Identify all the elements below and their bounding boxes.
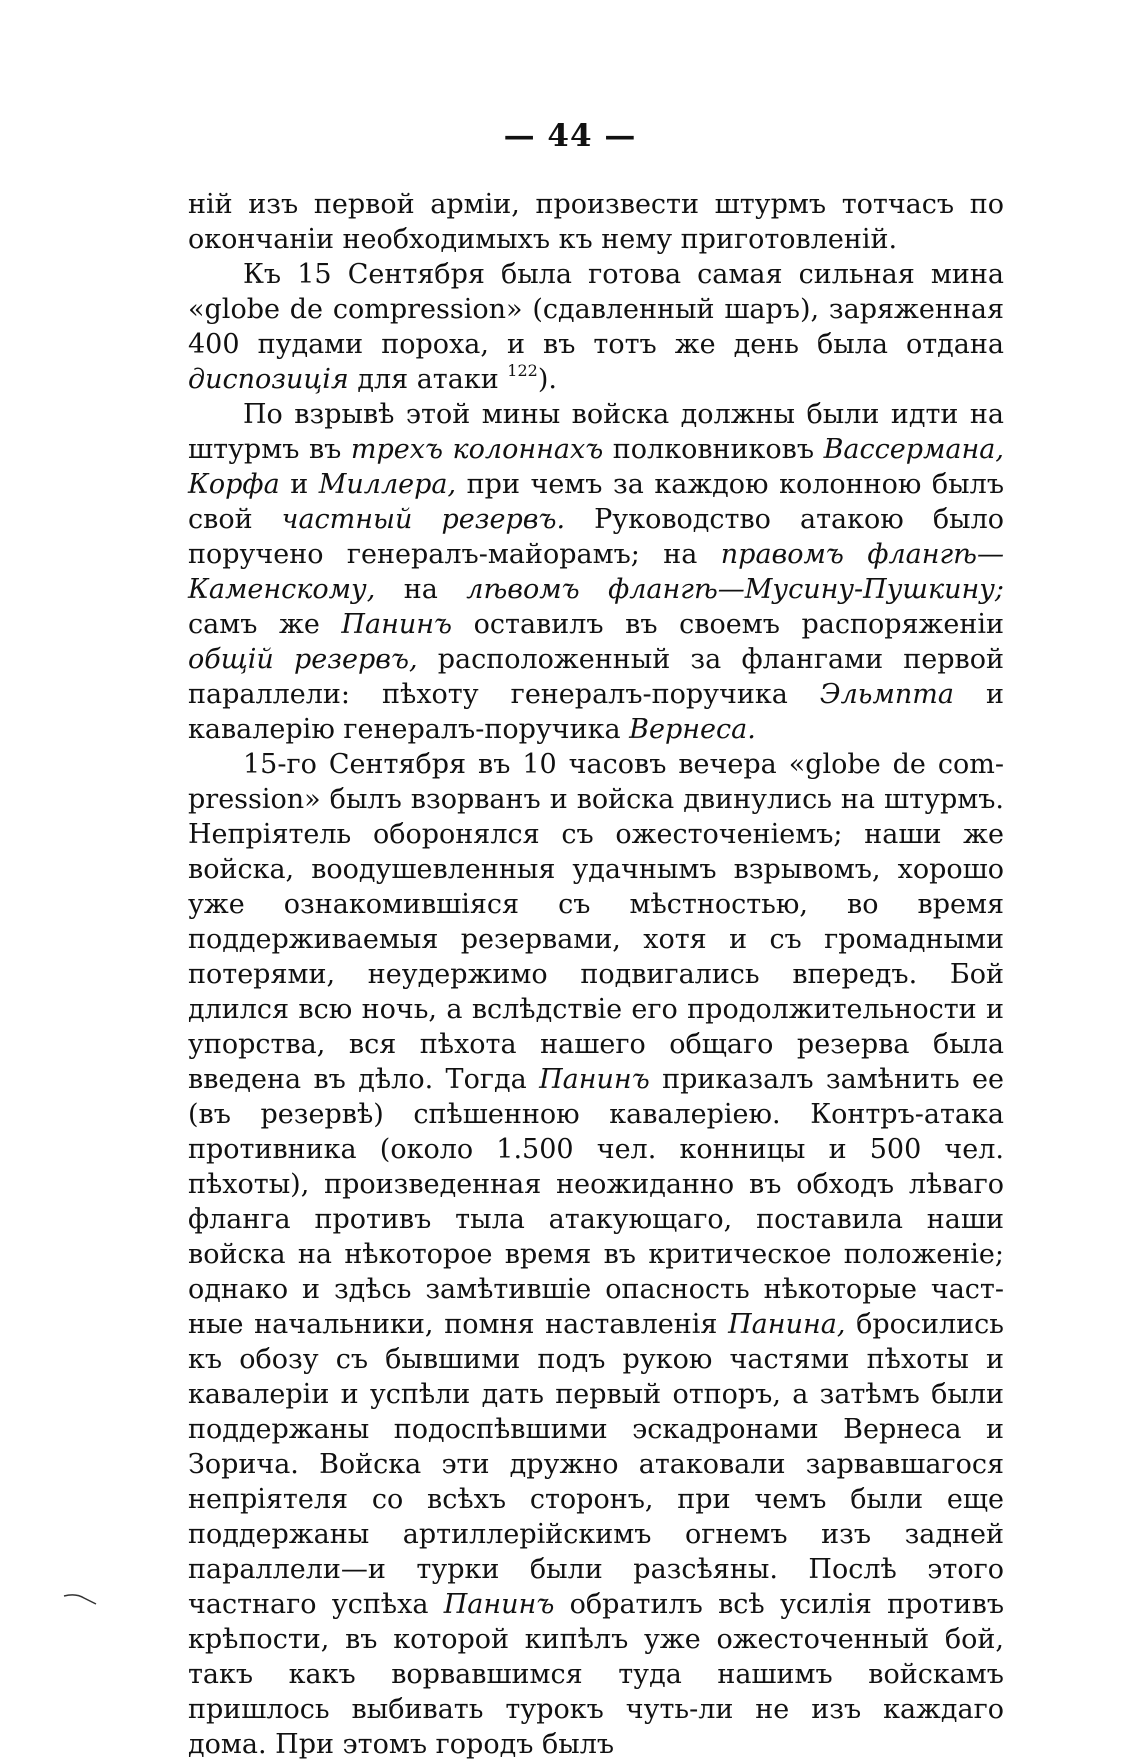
italic-text: правомъ флангѣ—Каменскому, bbox=[188, 539, 1004, 605]
italic-text: Панина, bbox=[728, 1309, 846, 1340]
text-run: самъ же bbox=[188, 609, 342, 640]
italic-text: Панинъ bbox=[539, 1064, 650, 1095]
text-run: расположенный за флангами первой параллели: пѣхоту генералъ-поручика bbox=[188, 644, 1004, 710]
text-run: для атаки bbox=[348, 364, 508, 395]
text-run: и bbox=[279, 469, 319, 500]
italic-text: Эльмпта bbox=[819, 679, 954, 710]
italic-text: Вассермана, Корфа bbox=[188, 434, 1004, 500]
text-run: приказалъ замѣнить ее (въ резервѣ) спѣшенною кавалеріею. Контръ-атака противника (около 1.500 чел. конницы и 500 чел. пѣхоты), произведенная неожиданно въ обходъ лѣваго фланга противъ тыла атакующаго, поставила наши войска на нѣкоторое время въ критическое положеніе; однако и здѣсь замѣтившіе опасность нѣкоторые частные начальники, помня наставленія bbox=[188, 1064, 1005, 1340]
paragraph bbox=[188, 187, 1004, 257]
paragraph bbox=[188, 747, 1004, 1762]
text-run: Къ 15 Сентября была готова самая сильная мина «globe de compression» (сдавленный шаръ), заряженная 400 пудами пороха, и въ тотъ же день была отдана bbox=[188, 259, 1004, 360]
italic-text: общій резервъ, bbox=[188, 644, 418, 675]
italic-text: Панинъ bbox=[443, 1589, 555, 1620]
page-body-text bbox=[188, 187, 1004, 1762]
paragraph bbox=[188, 257, 1004, 397]
page-number: — 44 — bbox=[503, 118, 637, 154]
footnote-reference: 122 bbox=[507, 361, 538, 380]
italic-text: трехъ колоннахъ bbox=[350, 434, 604, 465]
text-run: полковниковъ bbox=[603, 434, 824, 465]
text-run: и кавалерію генералъ-поручика bbox=[188, 679, 1004, 745]
text-run: Руководство атакою было поручено генералъ-майорамъ; на bbox=[188, 504, 1004, 570]
text-run: при чемъ за каждою колонною былъ свой bbox=[188, 469, 1004, 535]
text-run: бросились къ обозу съ бывшими подъ рукою частями пѣхоты и кавалеріи и успѣли дать первый отпоръ, а затѣмъ были поддержаны подоспѣвшими эскадронами Вернеса и Зорича. Войска эти дружно атаковали зарвавшагося непріятеля со всѣхъ сторонъ, при чемъ были еще поддержаны артиллерійскимъ огнемъ изъ задней параллели—и турки были разсѣяны. Послѣ этого частнаго успѣха bbox=[188, 1309, 1005, 1620]
italic-text: Вернеса. bbox=[629, 714, 756, 745]
margin-mark bbox=[62, 1590, 102, 1606]
text-run: оставилъ въ своемъ распоряженіи bbox=[452, 609, 1004, 640]
text-run: на bbox=[375, 574, 467, 605]
italic-text: частный резервъ. bbox=[281, 504, 566, 535]
text-run: По взрывѣ этой мины войска должны были идти на штурмъ въ bbox=[188, 399, 1004, 465]
italic-text: Панинъ bbox=[341, 609, 453, 640]
paragraph bbox=[188, 397, 1004, 747]
italic-text: Миллера, bbox=[318, 469, 457, 500]
italic-text: диспозиція bbox=[188, 364, 349, 395]
text-run: ). bbox=[537, 364, 557, 395]
text-run: обратилъ всѣ усилія противъ крѣпости, въ которой кипѣлъ уже ожесточенный бой, такъ какъ ворвавшимся туда нашимъ войскамъ пришлось выбивать турокъ чуть-ли не изъ каждаго дома. При этомъ городъ былъ bbox=[188, 1589, 1004, 1760]
text-run: 15-го Сентября въ 10 часовъ вечера «globe de compression» былъ взорванъ и войска двинулись на штурмъ. Непріятель оборонялся съ ожесточеніемъ; наши же войска, воодушевленныя удачнымъ взрывомъ, хорошо уже ознакомившіяся съ мѣстностью, во время поддерживаемыя резервами, хотя и съ громадными потерями, неудержимо подвигались впередъ. Бой длился всю ночь, а вслѣдствіе его продолжительности и упорства, вся пѣхота нашего общаго резерва была введена въ дѣло. Тогда bbox=[188, 749, 1004, 1095]
text-run: ній изъ первой арміи, произвести штурмъ тотчасъ по окончаніи необходимыхъ къ нему приготовленій. bbox=[188, 189, 1004, 255]
italic-text: лѣвомъ флангѣ—Мусину-Пушкину; bbox=[466, 574, 1004, 605]
